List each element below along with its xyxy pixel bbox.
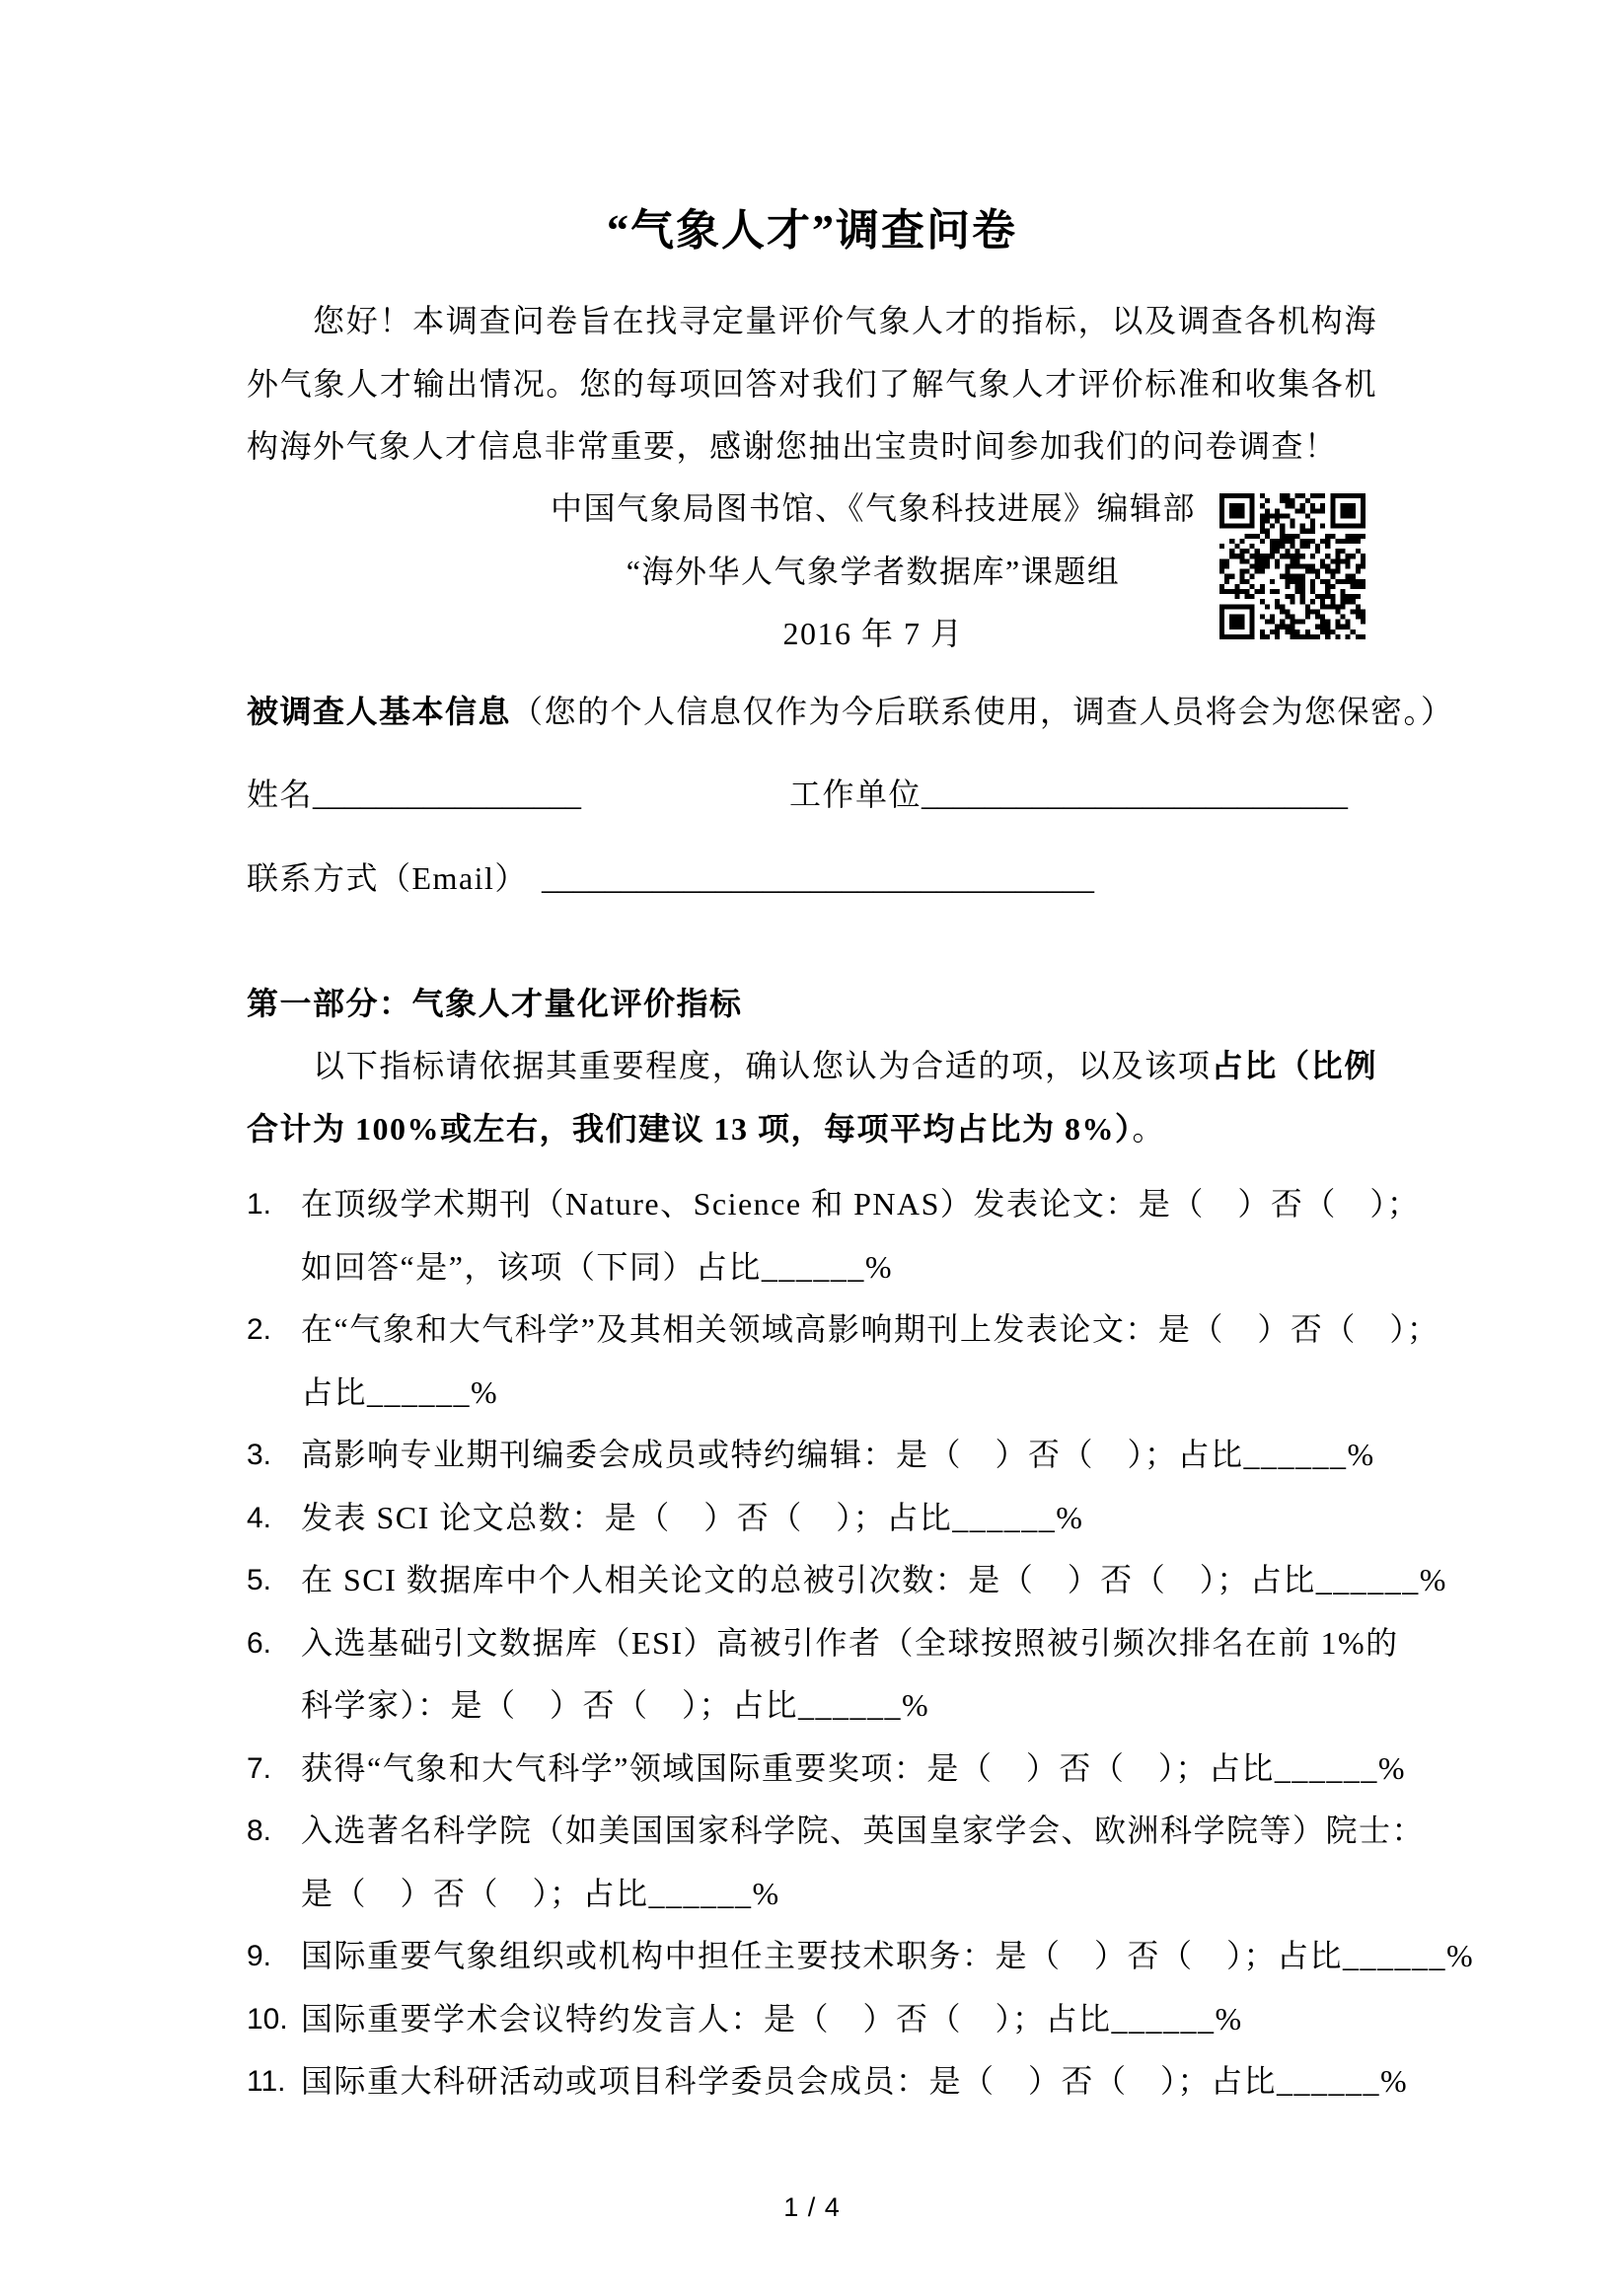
work-unit-field-label: 工作单位 — [789, 777, 923, 812]
item-line: 如回答“是”，该项（下同）占比______% — [301, 1248, 894, 1285]
item-number: 5. — [247, 1564, 272, 1596]
item-line: 科学家）：是（ ）否（ ）；占比______% — [301, 1687, 930, 1723]
part1-instruction-bold-text: 占比（比例合计为 100%或左右，我们建议 13 项，每项平均占比为 8%） — [247, 1048, 1377, 1147]
list-item — [247, 1800, 1450, 1925]
item-number: 4. — [247, 1501, 272, 1534]
part1-instruction-period: 。 — [1132, 1110, 1166, 1147]
item-line: 占比______% — [301, 1373, 499, 1410]
work-unit-field — [789, 775, 1348, 814]
email-field — [247, 858, 1094, 898]
list-item — [247, 1612, 1450, 1738]
item-number: 10. — [247, 2002, 288, 2036]
name-field-label: 姓名 — [247, 777, 314, 812]
respondent-info-heading-title: 被调查人基本信息 — [247, 694, 512, 729]
attribution-line-3: 2016 年 7 月 — [782, 616, 964, 651]
item-line: 国际重要气象组织或机构中担任主要技术职务：是（ ）否（ ）；占比______% — [301, 1938, 1475, 1973]
name-field-blank: _________________ — [313, 777, 582, 812]
indicator-list — [247, 1173, 1475, 2113]
document-title: “气象人才”调查问卷 — [607, 206, 1017, 255]
item-line: 在顶级学术期刊（Nature、Science 和 PNAS）发表论文：是（ ）否（ ）； — [301, 1186, 1421, 1222]
respondent-info-heading — [247, 690, 1454, 733]
part1-instruction-text: 以下指标请依据其重要程度，确认您认为合适的项，以及该项 — [313, 1048, 1212, 1083]
list-item — [247, 1424, 1450, 1487]
list-item — [247, 1549, 1450, 1612]
item-number: 1. — [247, 1188, 272, 1221]
list-item — [247, 1738, 1450, 1801]
item-line: 是（ ）否（ ）；占比______% — [301, 1875, 780, 1911]
qr-code — [1218, 493, 1366, 639]
item-number: 3. — [247, 1439, 272, 1471]
item-number: 8. — [247, 1815, 272, 1847]
item-number: 6. — [247, 1626, 272, 1660]
list-item — [247, 1925, 1475, 1988]
name-field — [247, 775, 581, 814]
page-number: 1 / 4 — [783, 2192, 841, 2222]
intro-paragraph: 您好！本调查问卷旨在找寻定量评价气象人才的指标，以及调查各机构海外气象人才输出情况。您的每项回答对我们了解气象人才评价标准和收集各机构海外气象人才信息非常重要，感谢您抽出宝贵时间参加我们的问卷调查！ — [247, 303, 1377, 464]
part1-heading: 第一部分：气象人才量化评价指标 — [247, 986, 743, 1021]
item-line: 国际重大科研活动或项目科学委员会成员：是（ ）否（ ）；占比______% — [301, 2063, 1409, 2099]
item-line: 入选著名科学院（如美国国家科学院、英国皇家学会、欧洲科学院等）院士： — [301, 1813, 1426, 1848]
attribution-line-1: 中国气象局图书馆、《气象科技进展》编辑部 — [550, 490, 1196, 526]
list-item — [247, 1487, 1450, 1550]
item-number: 11. — [247, 2065, 286, 2098]
email-field-label: 联系方式（Email） — [247, 860, 528, 896]
list-item — [247, 2050, 1450, 2113]
item-line: 在 SCI 数据库中个人相关论文的总被引次数：是（ ）否（ ）；占比______% — [301, 1562, 1447, 1597]
item-line: 国际重要学术会议特约发言人：是（ ）否（ ）；占比______% — [301, 2000, 1243, 2037]
item-line: 获得“气象和大气科学”领域国际重要奖项：是（ ）否（ ）；占比______% — [301, 1749, 1407, 1786]
item-number: 9. — [247, 1940, 272, 1972]
item-line: 发表 SCI 论文总数：是（ ）否（ ）；占比______% — [301, 1499, 1084, 1535]
list-item — [247, 1298, 1450, 1424]
attribution-line-2: “海外华人气象学者数据库”课题组 — [626, 553, 1121, 589]
email-field-blank: ___________________________________ — [541, 860, 1094, 896]
item-line: 高影响专业期刊编委会成员或特约编辑：是（ ）否（ ）；占比______% — [301, 1437, 1375, 1472]
respondent-info-heading-note: （您的个人信息仅作为今后联系使用，调查人员将会为您保密。） — [511, 694, 1454, 729]
item-number: 2. — [247, 1313, 272, 1346]
list-item — [247, 1173, 1450, 1298]
item-number: 7. — [247, 1751, 272, 1785]
item-line: 在“气象和大气科学”及其相关领域高影响期刊上发表论文：是（ ）否（ ）； — [301, 1311, 1440, 1347]
item-line: 入选基础引文数据库（ESI）高被引作者（全球按照被引频次排名在前 1%的 — [301, 1624, 1399, 1661]
work-unit-field-blank: ___________________________ — [922, 777, 1349, 812]
list-item — [247, 1988, 1450, 2051]
part1-instruction — [247, 1035, 1377, 1160]
